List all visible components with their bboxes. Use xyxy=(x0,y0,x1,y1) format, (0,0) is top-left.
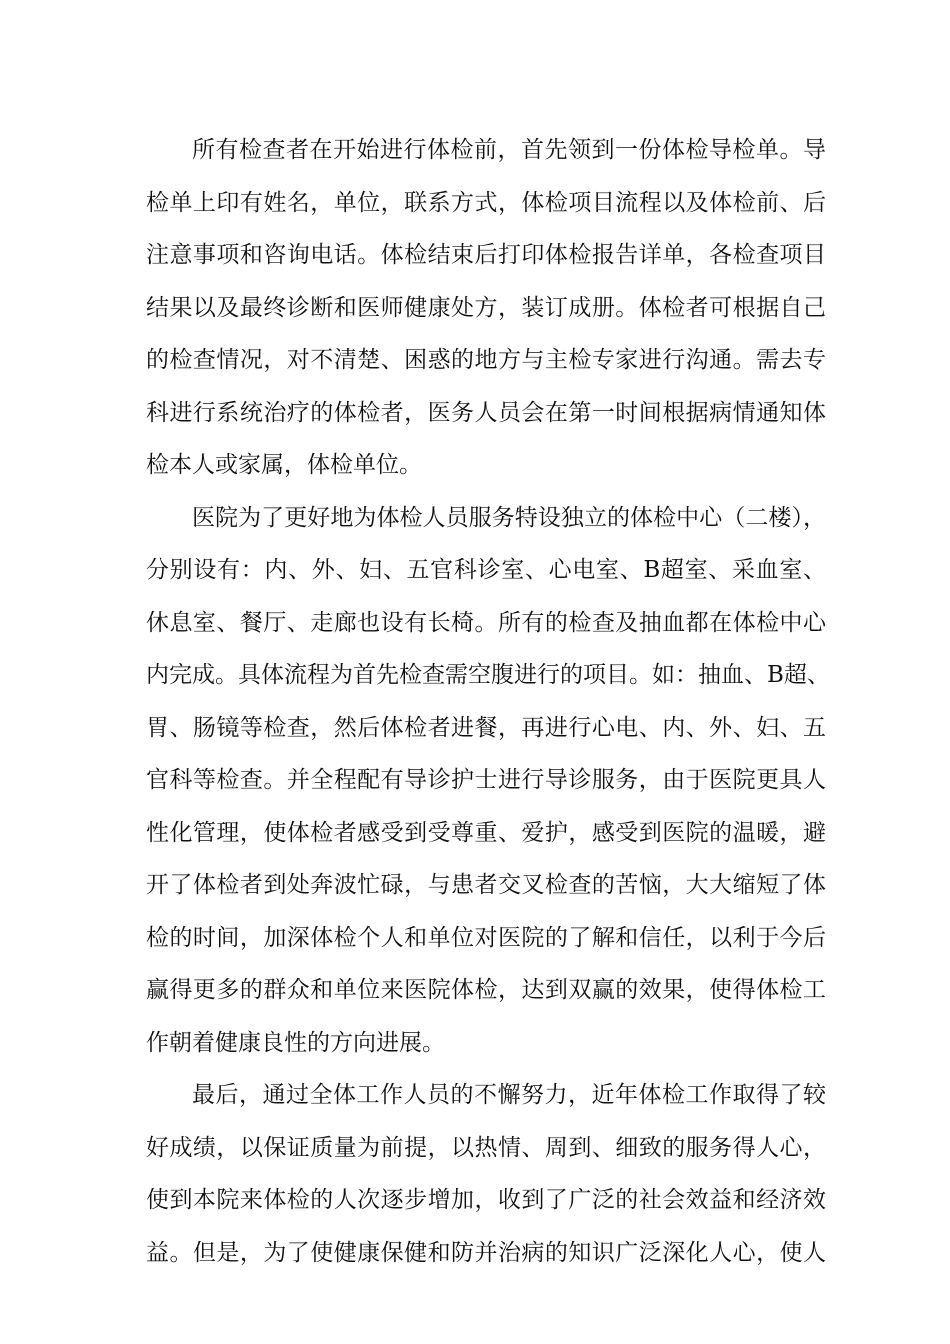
paragraph-1 xyxy=(146,124,826,492)
body-text xyxy=(146,124,830,1279)
text-line: 科进行系统治疗的体检者，医务人员会在第一时间根据病情通知体 xyxy=(146,399,826,426)
text-line: 检的时间，加深体检个人和单位对医院的了解和信任，以利于今后 xyxy=(146,924,826,951)
text-line: 性化管理，使体检者感受到受尊重、爱护，感受到医院的温暖，避 xyxy=(146,819,826,846)
text-line: 医院为了更好地为体检人员服务特设独立的体检中心（二楼）， xyxy=(192,504,826,531)
text-line: 益。但是，为了使健康保健和防并治病的知识广泛深化人心，使人 xyxy=(146,1239,826,1266)
text-line: 赢得更多的群众和单位来医院体检，达到双赢的效果，使得体检工 xyxy=(146,977,826,1003)
paragraph-2 xyxy=(146,492,830,1070)
text-line: 结果以及最终诊断和医师健康处方，装订成册。体检者可根据自己 xyxy=(146,294,826,321)
text-line: 检单上印有姓名，单位，联系方式，体检项目流程以及体检前、后 xyxy=(146,189,826,216)
text-line: 好成绩，以保证质量为前提，以热情、周到、细致的服务得人心， xyxy=(146,1134,826,1161)
text-line: 检本人或家属，体检单位。 xyxy=(146,452,422,478)
text-line: 使到本院来体检的人次逐步增加，收到了广泛的社会效益和经济效 xyxy=(146,1187,826,1213)
text-line: 所有检查者在开始进行体检前，首先领到一份体检导检单。导 xyxy=(192,137,826,163)
text-line: 最后，通过全体工作人员的不懈努力，近年体检工作取得了较 xyxy=(192,1082,826,1108)
text-line: 休息室、餐厅、走廊也设有长椅。所有的检查及抽血都在体检中心 xyxy=(146,609,826,636)
text-line: 胃、肠镜等检查，然后体检者进餐，再进行心电、内、外、妇、五 xyxy=(146,714,826,741)
text-line: 分别设有：内、外、妇、五官科诊室、心电室、B超室、采血室、 xyxy=(146,557,826,583)
text-line: 作朝着健康良性的方向进展。 xyxy=(146,1029,445,1056)
text-line: 开了体检者到处奔波忙碌，与患者交叉检查的苦恼，大大缩短了体 xyxy=(146,872,826,898)
paragraph-3 xyxy=(146,1069,826,1279)
text-line: 的检查情况，对不清楚、困惑的地方与主检专家进行沟通。需去专 xyxy=(146,347,826,373)
text-line: 官科等检查。并全程配有导诊护士进行导诊服务，由于医院更具人 xyxy=(146,767,826,793)
text-line: 注意事项和咨询电话。体检结束后打印体检报告详单，各检查项目 xyxy=(146,242,826,268)
text-line: 内完成。具体流程为首先检查需空腹进行的项目。如：抽血、B超、 xyxy=(146,662,830,688)
